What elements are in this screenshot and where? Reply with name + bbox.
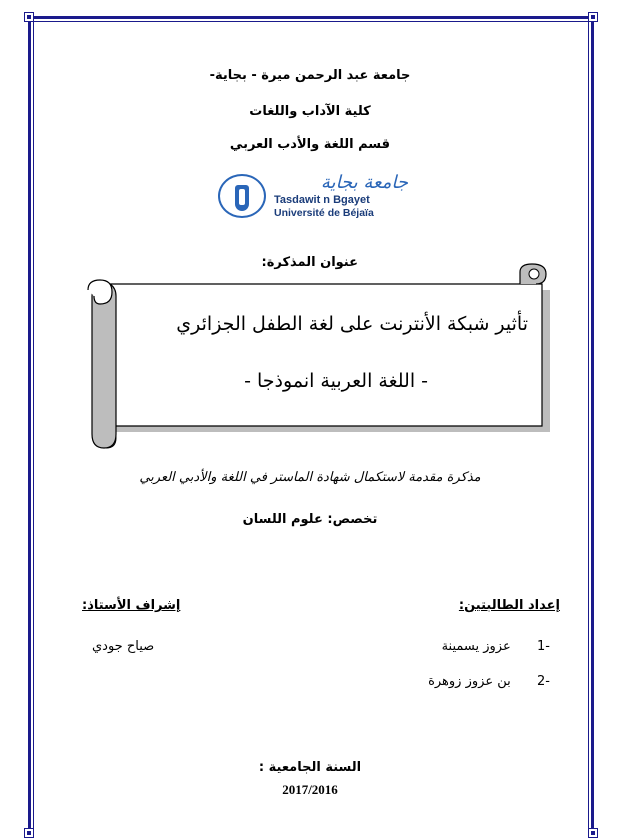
student-name: بن عزوز زوهرة — [428, 674, 511, 689]
academic-year-value: 2017/2016 — [282, 782, 338, 797]
faculty-name: كلية الآداب واللغات — [249, 104, 371, 119]
thesis-title-line2: - اللغة العربية انموذجا - — [244, 370, 428, 392]
student-number: -2 — [537, 674, 550, 689]
logo-latin-line1: Tasdawit n Bgayet — [274, 194, 370, 206]
logo-arabic-name: جامعة بجاية — [320, 172, 408, 193]
university-logo — [218, 172, 408, 222]
thesis-subtitle: مذكرة مقدمة لاستكمال شهادة الماستر في اللغة والأدبي العربي — [139, 470, 481, 485]
supervisor-name: صياح جودي — [92, 639, 155, 654]
corner-ornament-bottom-left — [24, 828, 34, 838]
corner-ornament-top-right — [588, 12, 598, 22]
university-name: جامعة عبد الرحمن ميرة - بجاية- — [209, 68, 411, 83]
students-heading: إعداد الطالبتين: — [458, 598, 560, 613]
academic-year-label: السنة الجامعية : — [258, 760, 362, 775]
specialization: تخصص: علوم اللسان — [242, 512, 378, 527]
thesis-title-line1: تأثير شبكة الأنترنت على لغة الطفل الجزائري — [176, 313, 528, 335]
student-item-1 — [442, 639, 550, 654]
corner-ornament-bottom-right — [588, 828, 598, 838]
logo-latin-line2: Université de Béjaïa — [274, 207, 374, 219]
thesis-title-label: عنوان المذكرة: — [261, 255, 358, 270]
title-scroll-banner — [80, 262, 552, 452]
student-number: -1 — [537, 639, 550, 654]
supervisor-heading: إشراف الأستاذ: — [82, 598, 181, 613]
logo-emblem-icon — [218, 174, 266, 218]
corner-ornament-top-left — [24, 12, 34, 22]
student-name: عزوز يسمينة — [441, 639, 511, 654]
student-item-2 — [428, 674, 550, 689]
department-name: قسم اللغة والأدب العربي — [229, 137, 391, 152]
